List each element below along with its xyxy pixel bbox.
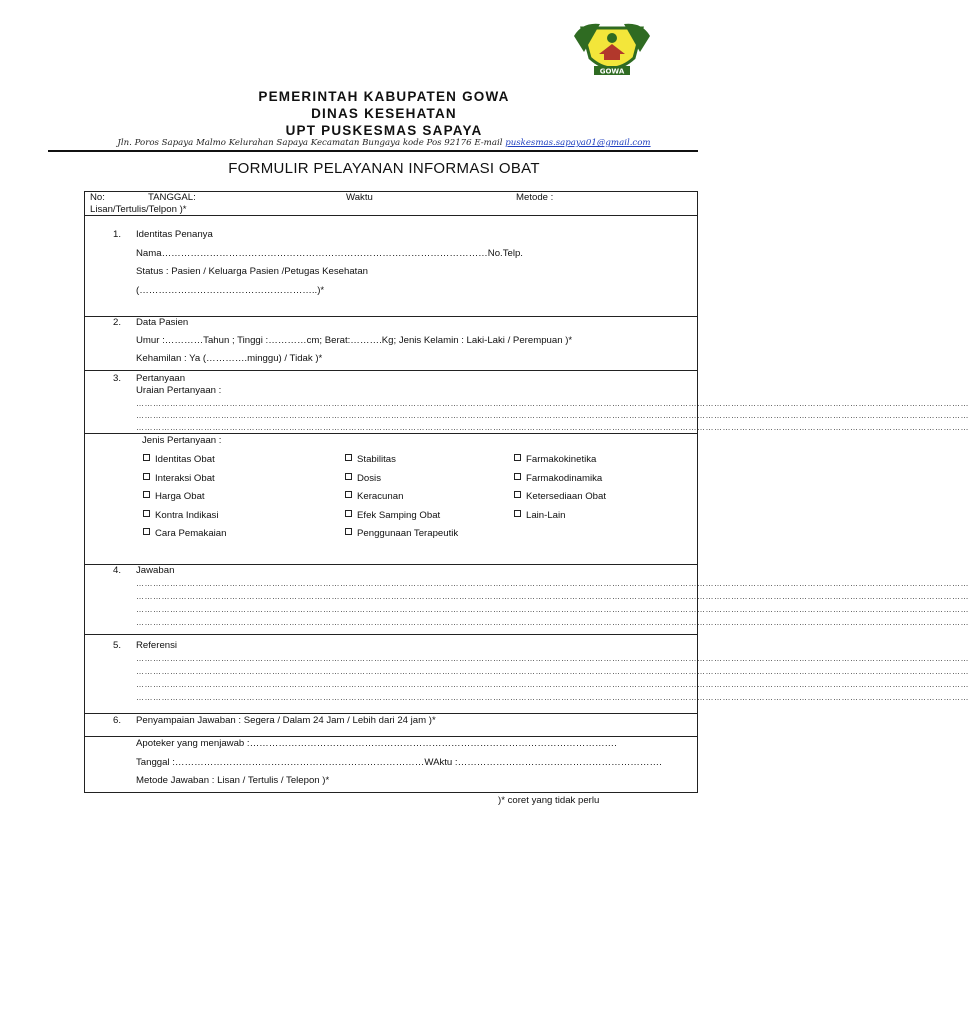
checkbox-icon [143,473,150,480]
header-unit: UPT PUSKESMAS SAPAYA [285,123,483,138]
checkbox-ketersediaan-obat[interactable]: Ketersediaan Obat [514,491,606,502]
checkbox-interaksi-obat[interactable]: Interaksi Obat [143,473,215,484]
address-text: Jln. Poros Sapaya Malmo Kelurahan Sapaya Kecamatan Bungaya kode Pos 92176 E-mail [117,138,506,148]
pregnancy-field[interactable]: Kehamilan : Ya (………….minggu) / Tidak )* [136,353,323,364]
email-link[interactable]: puskesmas.sapaya01@gmail.com [505,138,651,148]
footnote: )* coret yang tidak perlu [498,795,600,806]
checkbox-icon [345,491,352,498]
reference-line[interactable]: …………………………………………………………………………………………………………………………………………………………………………………………………………………………………………………………………… [136,667,969,676]
section4-number: 4. [113,565,122,576]
checkbox-icon [514,510,521,517]
answer-line[interactable]: …………………………………………………………………………………………………………………………………………………………………………………………………………………………………………………………………… [136,618,969,627]
row-divider [84,736,698,737]
checkbox-efek-samping-obat[interactable]: Efek Samping Obat [345,510,440,521]
checkbox-farmakokinetika[interactable]: Farmakokinetika [514,454,596,465]
answer-date-time-field[interactable]: Tanggal :……………………………………………………………………WAktu :………………………………………………………. [136,757,662,768]
gowa-logo-icon [572,18,652,82]
row-divider [84,634,698,635]
checkbox-cara-pemakaian[interactable]: Cara Pemakaian [143,528,226,539]
patient-details-field[interactable]: Umur :…………Tahun ; Tinggi :…………cm; Berat:……….Kg; Jenis Kelamin : Laki-Laki / Perempuan )* [136,335,573,346]
header-department: DINAS KESEHATAN [311,106,457,121]
jenis-pertanyaan-label: Jenis Pertanyaan : [142,435,222,446]
checkbox-lain-lain[interactable]: Lain-Lain [514,510,565,521]
checkbox-icon [345,473,352,480]
logo-lettering: GOWA [599,67,625,76]
reference-line[interactable]: …………………………………………………………………………………………………………………………………………………………………………………………………………………………………………………………………… [136,654,969,663]
checkbox-harga-obat[interactable]: Harga Obat [143,491,205,502]
section3-subtitle: Uraian Pertanyaan : [136,385,222,396]
no-field[interactable]: No: [90,192,105,203]
section4-title: Jawaban [136,565,175,576]
row-divider [84,370,698,371]
checkbox-icon [514,491,521,498]
question-line[interactable]: …………………………………………………………………………………………………………………………………………………………………………………………………………………………………………………………………… [136,411,969,420]
row-divider [84,215,698,216]
metode-field[interactable]: Metode : [516,192,554,203]
answer-method-field[interactable]: Metode Jawaban : Lisan / Tertulis / Telepon )* [136,775,330,786]
status-field[interactable]: Status : Pasien / Keluarga Pasien /Petugas Kesehatan [136,266,369,277]
checkbox-icon [514,473,521,480]
section1-number: 1. [113,229,122,240]
checkbox-kontra-indikasi[interactable]: Kontra Indikasi [143,510,218,521]
checkbox-icon [345,528,352,535]
header-address [0,138,768,148]
section5-number: 5. [113,640,122,651]
row-divider [84,564,698,565]
checkbox-icon [514,454,521,461]
checkbox-icon [143,454,150,461]
checkbox-icon [143,528,150,535]
checkbox-dosis[interactable]: Dosis [345,473,381,484]
waktu-field[interactable]: Waktu [346,192,373,203]
apoteker-field[interactable]: Apoteker yang menjawab :……………………………………………………………………………………………………. [136,738,617,749]
checkbox-icon [345,454,352,461]
nama-field[interactable]: Nama…………………………………………………………………………………………No.Telp. [136,248,523,259]
answer-line[interactable]: …………………………………………………………………………………………………………………………………………………………………………………………………………………………………………………………………… [136,592,969,601]
header-divider [48,150,698,152]
question-line[interactable]: …………………………………………………………………………………………………………………………………………………………………………………………………………………………………………………………………… [136,399,969,408]
checkbox-keracunan[interactable]: Keracunan [345,491,403,502]
section6-number: 6. [113,715,122,726]
section6-title: Penyampaian Jawaban : Segera / Dalam 24 Jam / Lebih dari 24 jam )* [136,715,436,726]
row-divider [84,713,698,714]
checkbox-icon [143,491,150,498]
section5-title: Referensi [136,640,178,651]
row-divider [84,433,698,434]
section3-number: 3. [113,373,122,384]
checkbox-stabilitas[interactable]: Stabilitas [345,454,396,465]
reference-line[interactable]: …………………………………………………………………………………………………………………………………………………………………………………………………………………………………………………………………… [136,693,969,702]
checkbox-icon [143,510,150,517]
answer-line[interactable]: …………………………………………………………………………………………………………………………………………………………………………………………………………………………………………………………………… [136,605,969,614]
section3-title: Pertanyaan [136,373,186,384]
checkbox-penggunaan-terapeutik[interactable]: Penggunaan Terapeutik [345,528,458,539]
question-line[interactable]: …………………………………………………………………………………………………………………………………………………………………………………………………………………………………………………………………… [136,423,969,432]
reference-line[interactable]: …………………………………………………………………………………………………………………………………………………………………………………………………………………………………………………………………… [136,680,969,689]
checkbox-identitas-obat[interactable]: Identitas Obat [143,454,215,465]
checkbox-icon [345,510,352,517]
answer-line[interactable]: …………………………………………………………………………………………………………………………………………………………………………………………………………………………………………………………………… [136,579,969,588]
section1-title: Identitas Penanya [136,229,213,240]
form-title: FORMULIR PELAYANAN INFORMASI OBAT [228,160,540,177]
metode-options: Lisan/Tertulis/Telpon )* [90,204,187,215]
section2-number: 2. [113,317,122,328]
checkbox-farmakodinamika[interactable]: Farmakodinamika [514,473,602,484]
tanggal-field[interactable]: TANGGAL: [148,192,196,203]
header-agency: PEMERINTAH KABUPATEN GOWA [258,89,510,104]
status-other-field[interactable]: (………………………………………………..)* [136,285,325,296]
section2-title: Data Pasien [136,317,189,328]
